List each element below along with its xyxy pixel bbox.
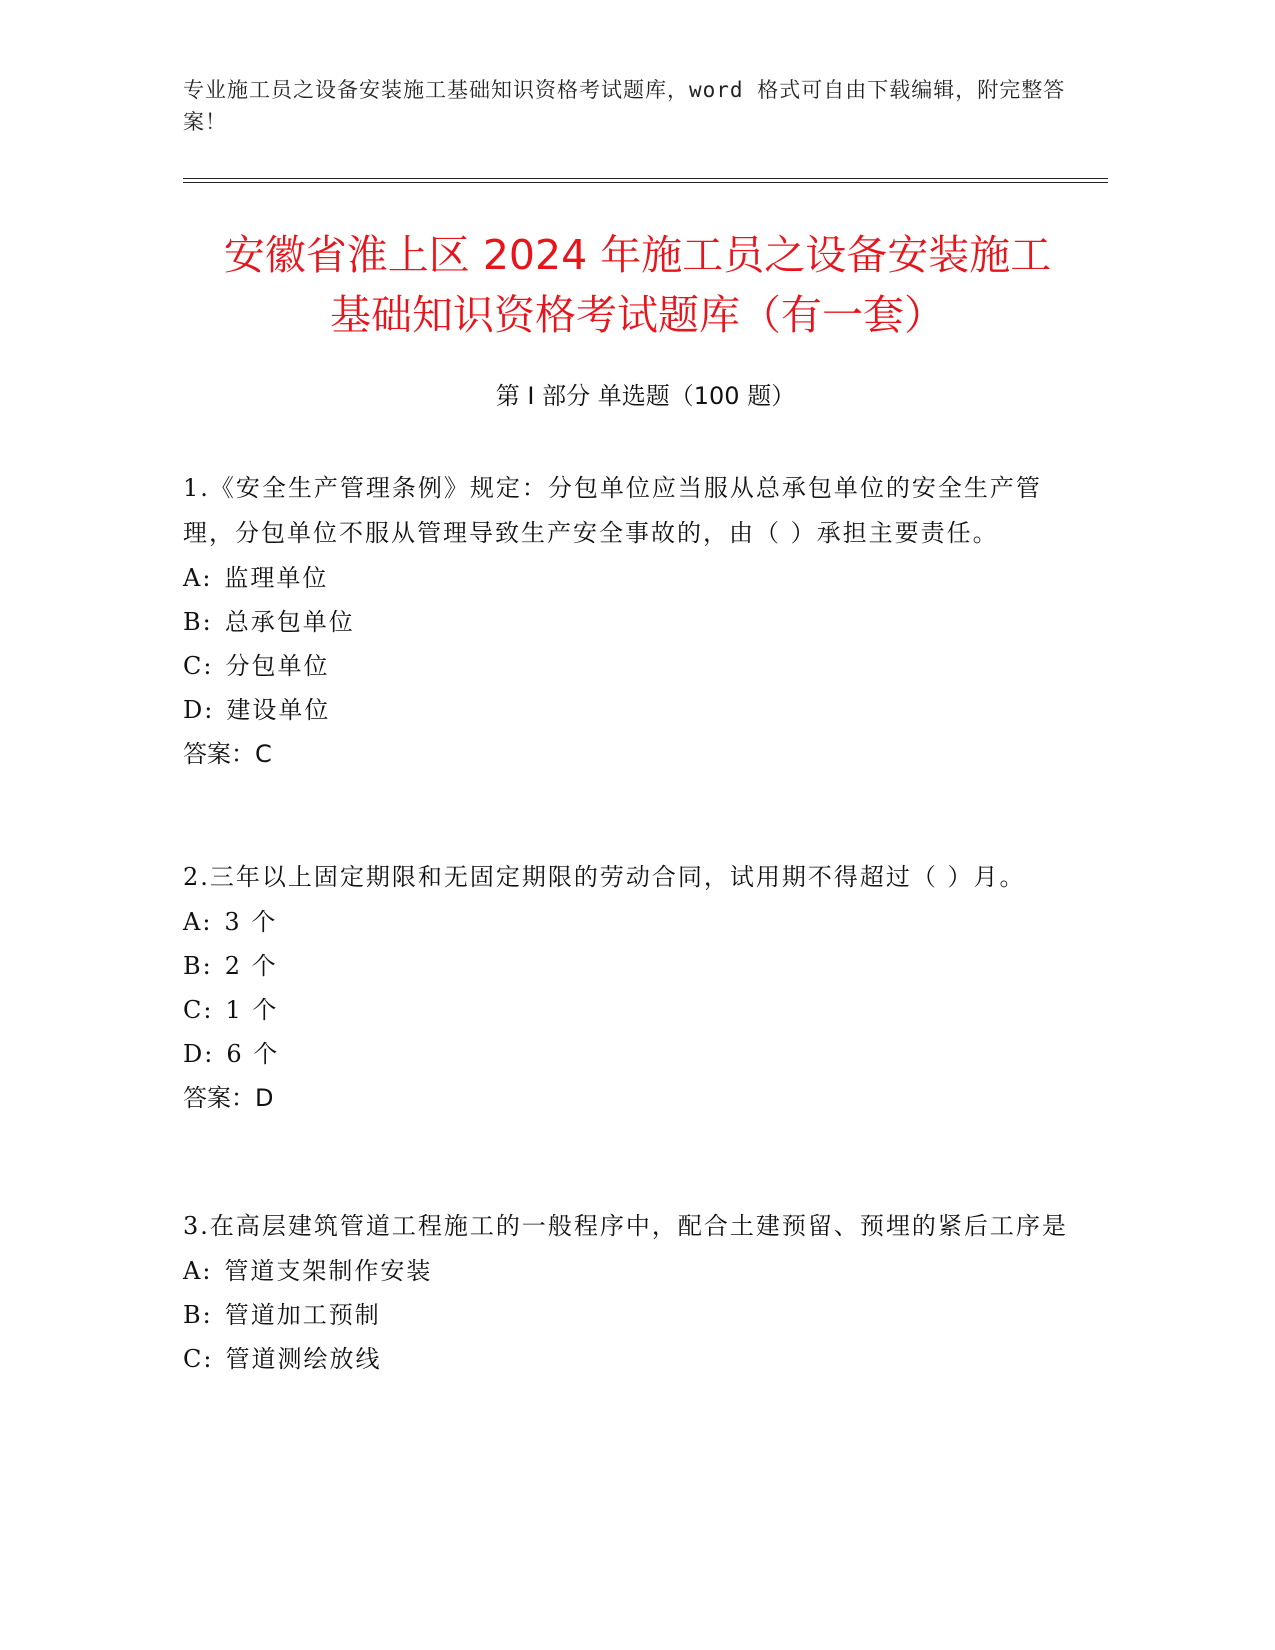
option-text: 管道测绘放线 [225,1345,382,1373]
option-text: 6 个 [226,1040,280,1068]
header-divider-top [183,178,1108,179]
option-a [183,1249,1073,1293]
option-text: 总承包单位 [224,608,355,636]
option-label: D: [183,1040,215,1068]
option-text: 管道加工预制 [224,1301,381,1329]
document-title-line-1: 安徽省淮上区 2024 年施工员之设备安装施工 [223,231,1052,279]
option-label: B: [183,1301,213,1329]
option-label: B: [183,608,213,636]
question-2 [183,855,1073,1120]
option-d [183,688,1073,732]
option-a [183,556,1073,600]
option-label: B: [183,952,213,980]
option-c [183,988,1073,1032]
question-stem: 2.三年以上固定期限和无固定期限的劳动合同，试用期不得超过（ ）月。 [183,863,1026,891]
question-1 [183,466,1073,776]
question-stem: 3.在高层建筑管道工程施工的一般程序中，配合土建预留、预埋的紧后工序是 [183,1212,1068,1240]
question-3 [183,1204,1073,1381]
option-label: A: [183,1257,213,1285]
option-b [183,1293,1073,1337]
header-note: 专业施工员之设备安装施工基础知识资格考试题库，word 格式可自由下载编辑，附完整答案！ [183,78,1066,134]
option-d [183,1032,1073,1076]
option-text: 监理单位 [224,564,329,592]
option-b [183,600,1073,644]
option-c [183,1337,1073,1381]
option-b [183,944,1073,988]
option-label: C: [183,996,214,1024]
option-label: D: [183,696,215,724]
document-title-line-2: 基础知识资格考试题库（有一套） [330,291,945,339]
answer-line: 答案：C [183,740,272,768]
answer-line: 答案：D [183,1084,274,1112]
option-text: 管道支架制作安装 [224,1257,433,1285]
option-text: 3 个 [224,908,278,936]
option-label: C: [183,652,214,680]
section-heading: 第 I 部分 单选题（100 题） [495,382,796,410]
option-text: 1 个 [225,996,279,1024]
option-c [183,644,1073,688]
option-text: 2 个 [224,952,278,980]
option-label: A: [183,908,213,936]
option-a [183,900,1073,944]
document-title [150,225,1125,345]
header-divider-bottom [183,182,1108,183]
option-text: 分包单位 [225,652,330,680]
question-stem: 1.《安全生产管理条例》规定：分包单位应当服从总承包单位的安全生产管理，分包单位不服从管理导致生产安全事故的，由（ ）承担主要责任。 [183,474,1042,547]
option-text: 建设单位 [226,696,331,724]
option-label: C: [183,1345,214,1373]
option-label: A: [183,564,213,592]
